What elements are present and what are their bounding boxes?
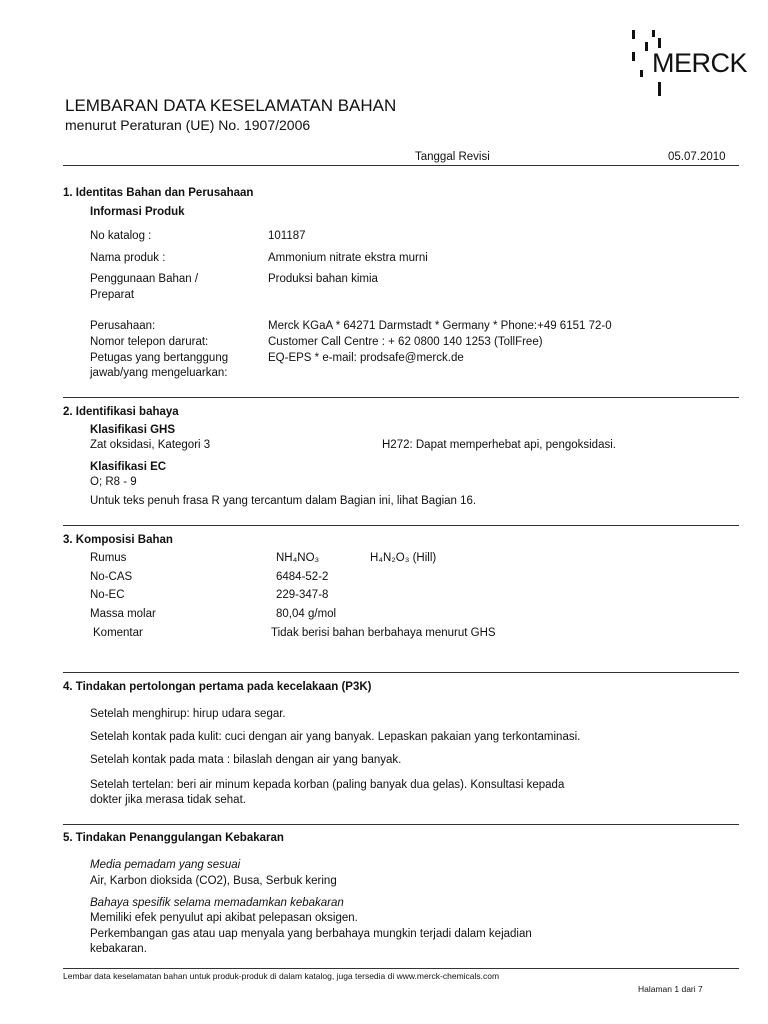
ghs-subheading: Klasifikasi GHS xyxy=(90,424,176,436)
section-1-heading: 1. Identitas Bahan dan Perusahaan xyxy=(63,187,254,199)
r-phrase-note: Untuk teks penuh frasa R yang tercantum dalam Bagian ini, lihat Bagian 16. xyxy=(90,495,477,507)
extinguishing-media-value: Air, Karbon dioksida (CO2), Busa, Serbuk kering xyxy=(90,875,337,887)
section-3-heading: 3. Komposisi Bahan xyxy=(63,534,173,546)
divider xyxy=(63,165,739,166)
section-2-heading: 2. Identifikasi bahaya xyxy=(63,406,179,418)
footer-divider xyxy=(63,968,739,969)
first-aid-ingestion: Setelah tertelan: beri air minum kepada korban (paling banyak dua gelas). Konsultasi kepada xyxy=(90,779,565,791)
usage-value: Produksi bahan kimia xyxy=(268,273,378,285)
document-subtitle: menurut Peraturan (UE) No. 1907/2006 xyxy=(65,117,311,133)
fire-hazard-line2: Perkembangan gas atau uap menyala yang berbahaya mungkin terjadi dalam kejadian xyxy=(90,928,532,940)
logo-mark-icon xyxy=(632,30,635,39)
page-number: Halaman 1 dari 7 xyxy=(638,984,703,994)
logo-mark-icon xyxy=(645,42,648,51)
responsible-label: Petugas yang bertanggung xyxy=(90,352,229,364)
molar-mass-label: Massa molar xyxy=(90,608,156,620)
ghs-class: Zat oksidasi, Kategori 3 xyxy=(90,439,211,451)
cas-label: No-CAS xyxy=(90,571,133,583)
fire-hazard-line3: kebakaran. xyxy=(90,943,147,955)
product-name-label: Nama produk : xyxy=(90,252,166,264)
section-1-subheading: Informasi Produk xyxy=(90,206,185,218)
logo-mark-icon xyxy=(652,30,655,37)
revision-label: Tanggal Revisi xyxy=(415,151,490,163)
first-aid-eyes: Setelah kontak pada mata : bilaslah dengan air yang banyak. xyxy=(90,754,402,766)
document-title: LEMBARAN DATA KESELAMATAN BAHAN xyxy=(65,96,397,115)
usage-label-line2: Preparat xyxy=(90,289,135,301)
fire-hazard-line1: Memiliki efek penyulut api akibat pelepasan oksigen. xyxy=(90,912,358,924)
catalog-value: 101187 xyxy=(268,230,306,242)
formula-value: NH₄NO₃ xyxy=(276,552,320,564)
section-5-heading: 5. Tindakan Penanggulangan Kebakaran xyxy=(63,832,284,844)
molar-mass-value: 80,04 g/mol xyxy=(276,608,337,620)
logo-text: MERCK xyxy=(652,48,748,78)
formula-label: Rumus xyxy=(90,552,127,564)
comment-label: Komentar xyxy=(93,627,143,639)
emergency-phone-value: Customer Call Centre : + 62 0800 140 1253 (TollFree) xyxy=(268,336,543,348)
company-value: Merck KGaA * 64271 Darmstadt * Germany * Phone:+49 6151 72-0 xyxy=(268,320,612,332)
section-4-heading: 4. Tindakan pertolongan pertama pada kecelakaan (P3K) xyxy=(63,681,372,693)
divider xyxy=(63,525,739,526)
divider xyxy=(63,824,739,825)
revision-date: 05.07.2010 xyxy=(668,151,726,163)
first-aid-skin: Setelah kontak pada kulit: cuci dengan air yang banyak. Lepaskan pakaian yang terkontaminasi. xyxy=(90,731,581,743)
first-aid-inhalation: Setelah menghirup: hirup udara segar. xyxy=(90,708,286,720)
catalog-label: No katalog : xyxy=(90,230,152,242)
ghs-hazard-statement: H272: Dapat memperhebat api, pengoksidasi. xyxy=(382,439,616,451)
cas-value: 6484-52-2 xyxy=(276,571,329,583)
divider xyxy=(63,672,739,673)
ec-number-label: No-EC xyxy=(90,589,125,601)
hill-formula: H₄N₂O₃ (Hill) xyxy=(370,552,437,564)
comment-value: Tidak berisi bahan berbahaya menurut GHS xyxy=(271,627,496,639)
first-aid-ingestion-line2: dokter jika merasa tidak sehat. xyxy=(90,794,246,806)
responsible-label-line2: jawab/yang mengeluarkan: xyxy=(90,367,228,379)
logo-mark-icon xyxy=(632,52,635,61)
ec-class: O; R8 - 9 xyxy=(90,476,137,488)
company-label: Perusahaan: xyxy=(90,320,156,332)
usage-label: Penggunaan Bahan / xyxy=(90,273,199,285)
logo-mark-icon xyxy=(640,70,643,77)
ec-number-value: 229-347-8 xyxy=(276,589,329,601)
logo-mark-icon xyxy=(658,38,661,48)
product-name-value: Ammonium nitrate ekstra murni xyxy=(268,252,428,264)
fire-hazard-title: Bahaya spesifik selama memadamkan kebakaran xyxy=(90,897,344,909)
emergency-phone-label: Nomor telepon darurat: xyxy=(90,336,209,348)
ec-subheading: Klasifikasi EC xyxy=(90,461,167,473)
divider xyxy=(63,397,739,398)
extinguishing-media-title: Media pemadam yang sesuai xyxy=(90,859,241,871)
responsible-value: EQ-EPS * e-mail: prodsafe@merck.de xyxy=(268,352,464,364)
footer-note: Lembar data keselamatan bahan untuk produk-produk di dalam katalog, juga tersedia di www.merck-chemicals.com xyxy=(63,971,500,981)
logo-mark-icon xyxy=(658,82,661,96)
